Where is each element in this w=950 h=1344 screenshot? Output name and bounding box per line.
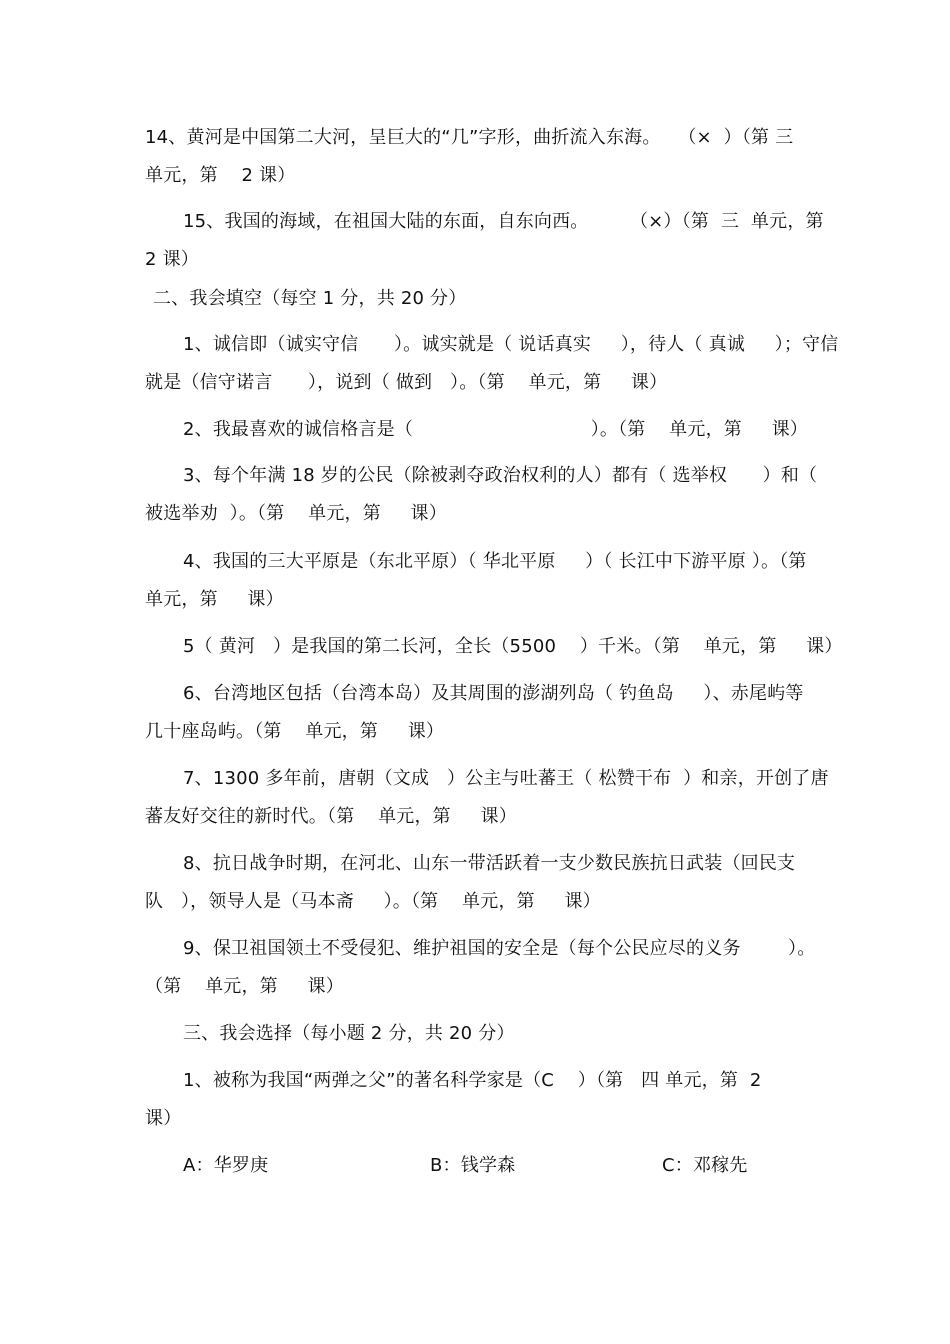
fill-item-6-line-2: 几十座岛屿。（第 单元，第 课） [145,721,445,742]
section-2-title: 二、我会填空（每空 1 分，共 20 分） [153,288,467,309]
fill-item-6-line-1: 6、台湾地区包括（台湾本岛）及其周围的澎湖列岛（ 钓鱼岛 ）、赤尾屿等 [183,683,804,704]
fill-item-8-line-2: 队 ），领导人是（马本斋 ）。（第 单元，第 课） [145,891,601,912]
question-15-line-2: 2 课） [145,249,199,270]
fill-item-4-line-2: 单元，第 课） [145,589,284,610]
fill-item-3-line-1: 3、每个年满 18 岁的公民（除被剥夺政治权利的人）都有（ 选举权 ）和（ [183,465,818,486]
choice-item-1-line-1: 1、被称为我国“两弹之父”的著名科学家是（C ）（第 四 单元，第 2 [183,1070,762,1091]
fill-item-3-line-2: 被选举劝 ）。（第 单元，第 课） [145,503,447,524]
fill-item-9-line-2: （第 单元，第 课） [145,976,344,997]
fill-item-1-line-2: 就是（信守诺言 ），说到（ 做到 ）。（第 单元，第 课） [145,372,668,393]
fill-item-7-line-1: 7、1300 多年前，唐朝（文成 ）公主与吐蕃王（ 松赞干布 ）和亲，开创了唐 [183,768,829,789]
fill-item-1-line-1: 1、诚信即（诚实守信 ）。诚实就是（ 说话真实 ），待人（ 真诚 ）；守信 [183,334,839,355]
choice-option-a: A：华罗庚 [183,1155,269,1176]
fill-item-5-line-1: 5（ 黄河 ）是我国的第二长河，全长（5500 ）千米。（第 单元，第 课） [183,636,843,657]
fill-item-9-line-1: 9、保卫祖国领土不受侵犯、维护祖国的安全是（每个公民应尽的义务 ）。 [183,938,816,959]
section-3-title: 三、我会选择（每小题 2 分，共 20 分） [183,1023,515,1044]
choice-item-1-line-2: 课） [145,1108,182,1129]
choice-option-b: B：钱学森 [430,1155,516,1176]
fill-item-8-line-1: 8、抗日战争时期，在河北、山东一带活跃着一支少数民族抗日武装（回民支 [183,853,796,874]
choice-option-c: C：邓稼先 [662,1155,748,1176]
fill-item-7-line-2: 蕃友好交往的新时代。（第 单元，第 课） [145,806,517,827]
question-14-line-1: 14、黄河是中国第二大河，呈巨大的“几”字形，曲折流入东海。 （× ）（第 三 [145,127,794,148]
fill-item-4-line-1: 4、我国的三大平原是（东北平原）（ 华北平原 ）（ 长江中下游平原 ）。（第 [183,551,807,572]
fill-item-2-line-1: 2、我最喜欢的诚信格言是（ ）。（第 单元，第 课） [183,419,808,440]
question-15-line-1: 15、我国的海域，在祖国大陆的东面，自东向西。 （×）（第 三 单元，第 [183,211,824,232]
question-14-line-2: 单元，第 2 课） [145,165,296,186]
